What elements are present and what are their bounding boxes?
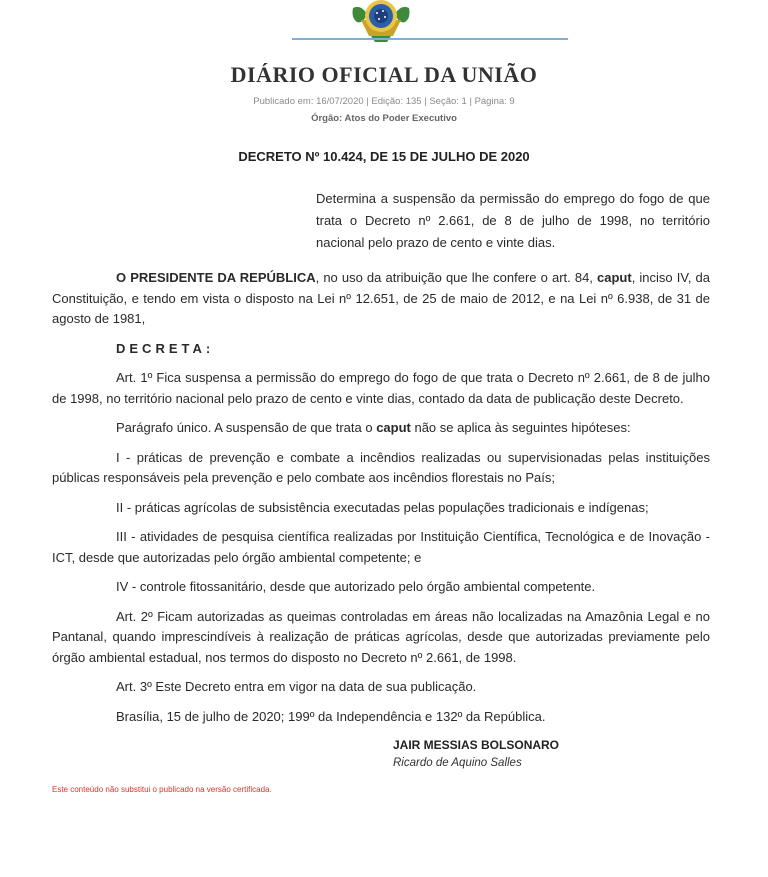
- sole-paragraph: [52, 418, 710, 439]
- publication-info: Publicado em: 16/07/2020 | Edição: 135 | Seção: 1 | Página: 9: [253, 96, 515, 107]
- preamble-paragraph: [52, 268, 710, 330]
- header-rule: [292, 38, 568, 40]
- decreta-heading: DECRETA:: [116, 340, 215, 356]
- article-2: Art. 2º Ficam autorizadas as queimas controladas em áreas não localizadas na Amazônia Legal e no Pantanal, quando imprescindíveis à realização de práticas agrícolas, desde que autorizadas previamente pelo órgão ambiental estadual, nos termos do disposto no Decreto nº 2.661, de 1998.: [52, 608, 710, 665]
- brazil-coat-of-arms-icon: [347, 0, 415, 48]
- document-header: [0, 0, 768, 130]
- article-1: Art. 1º Fica suspensa a permissão do emprego do fogo de que trata o Decreto nº 2.661, de 8 de julho de 1998, no território nacional pelo prazo de cento e vinte dias, contado da data de publicação deste Decreto.: [52, 370, 710, 406]
- decree-title: DECRETO Nº 10.424, DE 15 DE JULHO DE 2020: [238, 149, 530, 164]
- closing-line: Brasília, 15 de julho de 2020; 199º da Independência e 132º da República.: [116, 708, 546, 724]
- minister-signature: Ricardo de Aquino Salles: [393, 757, 522, 769]
- inciso-4: IV - controle fitossanitário, desde que autorizado pelo órgão ambiental competente.: [116, 579, 596, 594]
- president-signature: JAIR MESSIAS BOLSONARO: [393, 738, 560, 752]
- decreta-paragraph: [52, 339, 710, 360]
- decree-summary: Determina a suspensão da permissão do emprego do fogo de que trata o Decreto nº 2.661, de 8 de julho de 1998, no território nacional pelo prazo de cento e vinte dias.: [316, 191, 710, 250]
- preamble-text-cont: , inciso IV, da Constituição, e tendo em vista o disposto na Lei nº 12.651, de 25 de maio de 2012, e na Lei nº 6.938, de 31 de agosto de 1981,: [52, 270, 710, 326]
- preamble-text: , no uso da atribuição que lhe confere o art. 84,: [315, 270, 598, 285]
- article-3: Art. 3º Este Decreto entra em vigor na data de sua publicação.: [116, 679, 477, 694]
- page-title: DIÁRIO OFICIAL DA UNIÃO: [230, 62, 538, 87]
- preamble-author: O PRESIDENTE DA REPÚBLICA: [116, 270, 316, 285]
- sole-paragraph-text: Parágrafo único. A suspensão de que trata o: [116, 420, 377, 435]
- sole-paragraph-text-cont: não se aplica às seguintes hipóteses:: [410, 420, 631, 435]
- inciso-1: I - práticas de prevenção e combate a incêndios realizadas ou supervisionadas pelas instituições públicas responsáveis pela prevenção e pelo combate aos incêndios florestais no País;: [52, 449, 710, 485]
- inciso-3: III - atividades de pesquisa científica realizadas por Instituição Científica, Tecnológica e de Inovação - ICT, desde que autorizadas pelo órgão ambiental competente; e: [52, 529, 710, 565]
- organ-label: Órgão: Atos do Poder Executivo: [311, 113, 457, 124]
- sole-paragraph-caput: caput: [376, 420, 411, 435]
- preamble-caput: caput: [597, 270, 632, 285]
- inciso-2: II - práticas agrícolas de subsistência executadas pelas populações tradicionais e indígenas;: [116, 499, 649, 515]
- certification-disclaimer: Este conteúdo não substitui o publicado na versão certificada.: [52, 785, 272, 794]
- decree-body: [52, 268, 710, 727]
